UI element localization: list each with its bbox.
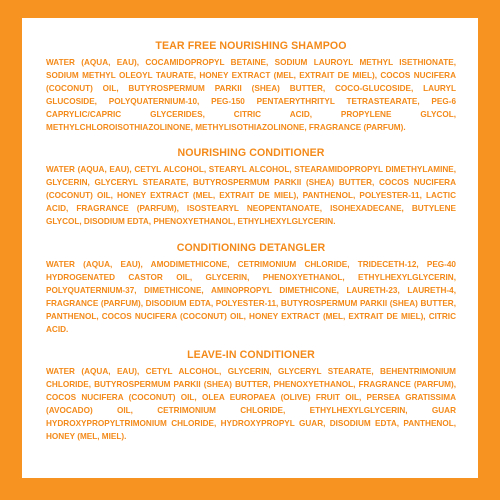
section-title-conditioner: NOURISHING CONDITIONER xyxy=(177,147,325,160)
ingredients-conditioner: WATER (AQUA, EAU), CETYL ALCOHOL, STEARYL ALCOHOL, STEARAMIDOPROPYL DIMETHYLAMINE, GLYCERIN, GLYCERYL STEARATE, BUTYROSPERMUM PARKII (SHEA) BUTTER, COCOS NUCIFERA (COCONUT) OIL, HONEY EXTRACT (MEL, EXTRAIT DE MIEL), PANTHENOL, POLYESTER-11, LACTIC ACID, FRAGRANCE (PARFUM), ISOSTEARYL NEOPENTANOATE, ISOHEXADECANE, BUTYLENE GLYCOL, DISODIUM EDTA, PHENOXYETHANOL, ETHYLHEXYLGLYCERIN. xyxy=(46,165,456,227)
section-leave-in xyxy=(46,349,456,443)
section-detangler xyxy=(46,242,456,336)
section-title-detangler: CONDITIONING DETANGLER xyxy=(176,241,326,254)
ingredients-detangler: WATER (AQUA, EAU), AMODIMETHICONE, CETRIMONIUM CHLORIDE, TRIDECETH-12, PEG-40 HYDROGENATED CASTOR OIL, GLYCERIN, PHENOXYETHANOL, ETHYLHEXYLGLYCERIN, POLYQUATERNIUM-37, DIMETHICONE, AMINOPROPYL DIMETHICONE, LAURETH-23, LAURETH-4, FRAGRANCE (PARFUM), DISODIUM EDTA, POLYESTER-11, BUTYROSPERMUM PARKII (SHEA) BUTTER, PANTHENOL, COCOS NUCIFERA (COCONUT) OIL, HONEY EXTRACT (MEL, EXTRAIT DE MIEL), CITRIC ACID. xyxy=(46,259,456,334)
ingredients-shampoo: WATER (AQUA, EAU), COCAMIDOPROPYL BETAINE, SODIUM LAUROYL METHYL ISETHIONATE, SODIUM METHYL OLEOYL TAURATE, HONEY EXTRACT (MEL, EXTRAIT DE MIEL), COCOS NUCIFERA (COCONUT) OIL, BUTYROSPERMUM PARKII (SHEA) BUTTER, COCO-GLUCOSIDE, LAURYL GLUCOSIDE, POLYQUATERNIUM-10, PEG-150 PENTAERYTHRITYL TETRASTEARATE, PEG-6 CAPRYLIC/CAPRIC GLYCERIDES, CITRIC ACID, PROPYLENE GLYCOL, METHYLCHLOROISOTHIAZOLINONE, METHYLISOTHIAZOLINONE, FRAGRANCE (PARFUM). xyxy=(46,58,456,132)
section-title-leave-in: LEAVE-IN CONDITIONER xyxy=(187,349,315,362)
section-shampoo xyxy=(46,40,456,134)
ingredients-panel xyxy=(22,18,478,478)
section-title-shampoo: TEAR FREE NOURISHING SHAMPOO xyxy=(155,40,347,52)
section-conditioner xyxy=(46,147,456,229)
ingredients-leave-in: WATER (AQUA, EAU), CETYL ALCOHOL, GLYCERIN, GLYCERYL STEARATE, BEHENTRIMONIUM CHLORIDE, BUTYROSPERMUM PARKII (SHEA) BUTTER, PHENOXYETHANOL, FRAGRANCE (PARFUM), COCOS NUCIFERA (COCONUT) OIL, OLEA EUROPAEA (OLIVE) FRUIT OIL, PERSEA GRATISSIMA (AVOCADO) OIL, CETRIMONIUM CHLORIDE, ETHYLHEXYLGLYCERIN, GUAR HYDROXYPROPYLTRIMONIUM CHLORIDE, HYDROXYPROPYL GUAR, DISODIUM EDTA, PANTHENOL, HONEY (MEL, MIEL). xyxy=(46,367,456,441)
